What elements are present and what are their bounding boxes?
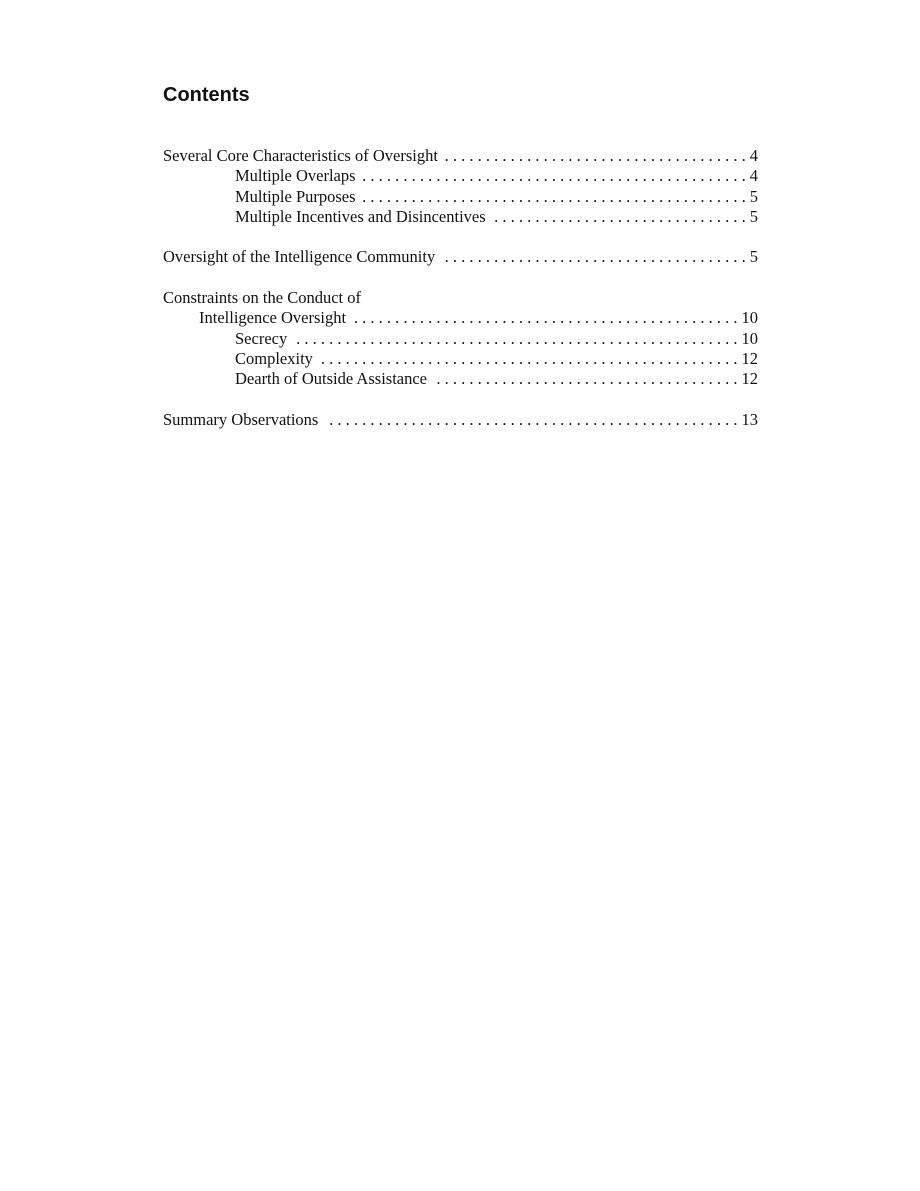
- toc-entry-title: Complexity: [235, 348, 313, 368]
- toc-entry-secrecy[interactable]: [163, 329, 758, 349]
- toc-page-number: 5: [749, 247, 758, 267]
- toc-entry-multiple-purposes[interactable]: [163, 187, 758, 207]
- toc-entry-title: Dearth of Outside Assistance: [235, 369, 427, 389]
- dot-leader: [293, 329, 737, 349]
- toc-entry-title: Multiple Incentives and Disincentives: [235, 206, 486, 226]
- toc-entry-intelligence-community[interactable]: [163, 247, 758, 267]
- toc-entry-multiple-overlaps[interactable]: [163, 166, 758, 186]
- toc-page-number: 4: [749, 146, 758, 165]
- dot-leader: [441, 247, 746, 267]
- toc-entry-dearth-of-assistance[interactable]: [163, 369, 758, 389]
- toc-entry-constraints[interactable]: [163, 288, 758, 308]
- toc-page-number: 4: [749, 166, 758, 186]
- toc-entry-title: Multiple Purposes: [235, 186, 356, 206]
- toc-page-number: 12: [741, 348, 758, 368]
- toc-entry-title: Intelligence Oversight: [199, 308, 347, 328]
- toc-page-number: 13: [741, 409, 758, 429]
- table-of-contents: [163, 146, 758, 430]
- toc-entry-complexity[interactable]: [163, 349, 758, 369]
- dot-leader: [444, 146, 746, 166]
- toc-entry-title: Constraints on the Conduct of: [163, 288, 361, 308]
- toc-entry-title: Secrecy: [235, 328, 288, 348]
- toc-entry-core-characteristics[interactable]: [163, 146, 758, 166]
- toc-entry-title: Several Core Characteristics of Oversight: [163, 146, 438, 165]
- toc-entry-title: Oversight of the Intelligence Community: [163, 247, 436, 267]
- toc-entry-title: Summary Observations: [163, 409, 319, 429]
- dot-leader: [352, 308, 737, 328]
- dot-leader: [492, 207, 746, 227]
- dot-leader: [362, 166, 746, 186]
- dot-leader: [433, 369, 738, 389]
- toc-page-number: 10: [741, 308, 758, 328]
- toc-page-number: 10: [741, 328, 758, 348]
- toc-page-number: 5: [749, 206, 758, 226]
- dot-leader: [319, 349, 738, 369]
- toc-page-number: 12: [741, 369, 758, 389]
- contents-heading: Contents: [163, 84, 250, 106]
- toc-entry-intelligence-oversight[interactable]: [163, 308, 758, 328]
- toc-entry-multiple-incentives[interactable]: [163, 207, 758, 227]
- dot-leader: [362, 187, 746, 207]
- toc-entry-title: Multiple Overlaps: [235, 166, 356, 186]
- toc-entry-summary-observations[interactable]: [163, 410, 758, 430]
- dot-leader: [324, 410, 737, 430]
- toc-page-number: 5: [749, 186, 758, 206]
